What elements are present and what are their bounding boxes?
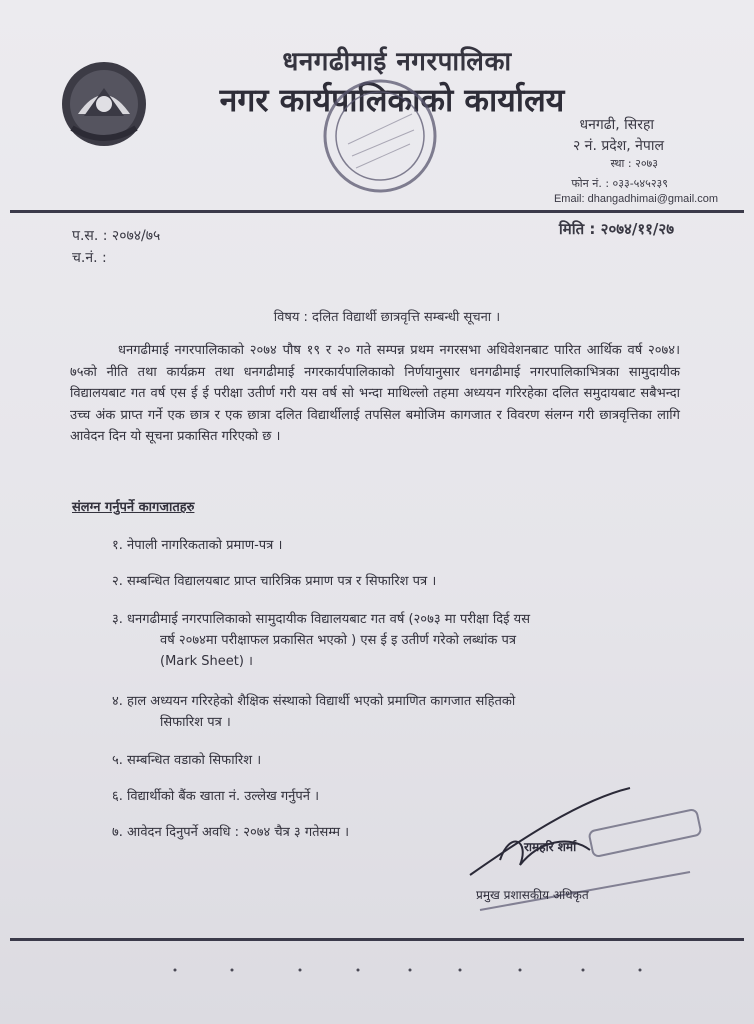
org-name: धनगढीमाई नगरपालिका	[282, 47, 512, 77]
handwritten-signature	[440, 780, 710, 930]
attachment-item: ६. विद्यार्थीको बैंक खाता नं. उल्लेख गर्नुपर्ने ।	[112, 789, 320, 804]
attachment-item: ५. सम्बन्धित वडाको सिफारिश ।	[112, 753, 262, 768]
footer-marks	[0, 962, 754, 982]
attachment-item: २. सम्बन्धित विद्यालयबाट प्राप्त चारित्रिक प्रमाण पत्र र सिफारिश पत्र ।	[112, 574, 437, 589]
address-province: २ नं. प्रदेश, नेपाल	[572, 138, 664, 154]
attachment-item: ७. आवेदन दिनुपर्ने अवधि : २०७४ चैत्र ३ गतेसम्म ।	[112, 825, 350, 840]
footer-divider	[10, 938, 744, 941]
office-name: नगर कार्यपालिकाको कार्यालय	[219, 81, 565, 119]
address-city: धनगढी, सिरहा	[579, 117, 654, 133]
email-address: Email: dhangadhimai@gmail.com	[553, 193, 718, 205]
signatory-name: रामहरि शर्मा	[524, 840, 577, 854]
attachment-item: ३. धनगढीमाई नगरपालिकाको सामुदायीक विद्यालयबाट गत वर्ष (२०७३ मा परीक्षा दिई यस वर्ष २०७४मा परीक्षाफल प्रकासित भएको ) एस ई इ उतीर्ण गरेको लब्धांक पत्र (Mark Sheet) ।	[112, 612, 530, 669]
attachment-item: ४. हाल अध्ययन गरिरहेको शैक्षिक संस्थाको विद्यार्थी भएको प्रमाणित कागजात सहितको सिफारिश पत्र ।	[112, 694, 516, 730]
notice-body: धनगढीमाई नगरपालिकाको २०७४ पौष १९ र २० गते सम्पन्न प्रथम नगरसभा अधिवेशनबाट पारित आर्थिक वर्ष २०७४।७५को नीति तथा कार्यक्रम तथा धनगढीमाई नगरकार्यपालिकाको निर्णयानुसार धनगढीमाई नगरपालिकाभित्रका सामुदायीक विद्यालयबाट गत वर्ष एस ई ई परीक्षा उतीर्ण गरी यस वर्ष सो भन्दा माथिल्लो तहमा अध्ययन गरिरहेका दलित समुदायबाट सबैभन्दा उच्च अंक प्राप्त गर्ने एक छात्र र एक छात्रा दलित विद्यार्थीलाई तपसिल बमोजिम कागजात र विवरण संलग्न गरी छात्रवृत्तिका लागि आवेदन दिन यो सूचना प्रकासित गरिएको छ ।	[70, 343, 680, 444]
header-divider	[10, 210, 744, 213]
letter-number: प.स. : २०७४/७५	[72, 228, 161, 244]
attachment-item: १. नेपाली नागरिकताको प्रमाण-पत्र ।	[112, 538, 283, 553]
attachments-heading: संलग्न गर्नुपर्ने कागजातहरु	[72, 500, 195, 515]
phone-number: फोन नं. : ०३३-५४५२३९	[571, 177, 668, 190]
dispatch-number: च.नं. :	[72, 250, 107, 266]
subject-line: विषय : दलित विद्यार्थी छात्रवृत्ति सम्बन्धी सूचना ।	[273, 310, 501, 325]
established-year: स्था : २०७३	[610, 157, 658, 170]
letter-date: मिति : २०७४/११/२७	[558, 220, 674, 238]
signatory-title: प्रमुख प्रशासकीय अधिकृत	[476, 888, 589, 902]
office-stamp	[318, 74, 442, 198]
